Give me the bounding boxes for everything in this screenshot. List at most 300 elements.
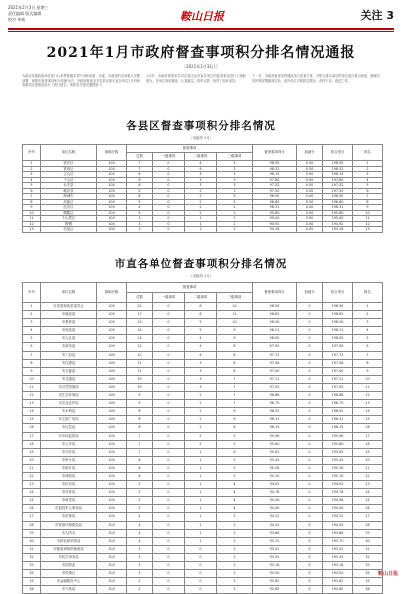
table-cell: 20	[23, 456, 41, 464]
table-cell: 9	[217, 327, 253, 335]
table2-title: 市直各单位督查事项积分排名情况	[114, 258, 288, 270]
table-cell: 0	[153, 497, 185, 505]
table-cell: 100	[97, 570, 127, 578]
table-cell: 0	[153, 177, 185, 183]
table-cell: 3	[127, 562, 153, 570]
table-cell: 0	[297, 327, 323, 335]
table-cell: 8	[23, 359, 41, 367]
table-cell: 4	[185, 161, 217, 167]
table-cell: 5	[127, 188, 153, 194]
table-cell: 0	[153, 383, 185, 391]
table-cell: 0	[297, 424, 323, 432]
table-cell: 1	[23, 303, 41, 311]
table-cell: 3	[185, 375, 217, 383]
table-row	[23, 327, 383, 335]
table-cell: 3	[217, 177, 253, 183]
table-cell: 0	[153, 521, 185, 529]
table-cell: 198.95	[323, 161, 353, 167]
table-row	[23, 375, 383, 383]
table-row	[23, 513, 383, 521]
table-cell: 196.15	[323, 424, 353, 432]
table-cell: 195.40	[323, 216, 353, 222]
col-level1: 一级事项	[153, 293, 185, 303]
municipal-ranking-table	[22, 282, 383, 594]
table-cell: 30	[353, 537, 383, 545]
table-cell: 0	[153, 545, 185, 553]
table-cell: 市科技局	[41, 497, 97, 505]
table-cell: 95.98	[253, 432, 297, 440]
table-cell: 5	[185, 319, 217, 327]
table-row	[23, 472, 383, 480]
table-cell: 2	[127, 578, 153, 586]
table-cell: 1	[185, 537, 217, 545]
table-cell: 24	[353, 489, 383, 497]
table-cell: 31	[353, 545, 383, 553]
table-cell: 市审计局	[41, 456, 97, 464]
table-cell: 19	[353, 448, 383, 456]
col-final: 综合得分	[323, 145, 353, 161]
table-cell: 96.60	[253, 199, 297, 205]
table-cell: 0	[185, 553, 217, 561]
table-row	[23, 578, 383, 586]
header-rule-thin	[8, 31, 394, 32]
table-cell: 4	[217, 489, 253, 497]
table-cell: 6	[127, 464, 153, 472]
table-cell: 市退役军人事务局	[41, 505, 97, 513]
table-cell: 196.95	[323, 194, 353, 200]
table-cell: 100	[97, 303, 127, 311]
table-cell: 29	[23, 529, 41, 537]
table-cell: 197.80	[323, 177, 353, 183]
table-cell: 7	[127, 432, 153, 440]
table-cell: 11	[353, 216, 383, 222]
table-cell: 10	[353, 375, 383, 383]
table-cell: 100	[97, 472, 127, 480]
table-cell: 95.40	[253, 216, 297, 222]
table-row	[23, 432, 383, 440]
table-cell: 3	[353, 319, 383, 327]
table-cell: 铁东区	[41, 161, 97, 167]
table-cell: 市供销社	[41, 570, 97, 578]
table-cell: 4	[127, 205, 153, 211]
col-level3: 三级事项	[217, 293, 253, 303]
table-cell: 96.31	[253, 205, 297, 211]
table-cell: 95.80	[253, 210, 297, 216]
table-cell: 0	[297, 497, 323, 505]
table-cell: 0	[297, 343, 323, 351]
table-cell: 0	[297, 553, 323, 561]
table-cell: 7	[127, 161, 153, 167]
table-cell: 93.52	[253, 545, 297, 553]
table-cell: 2	[353, 166, 383, 172]
table-cell: 0	[185, 578, 217, 586]
table-cell: 4	[127, 529, 153, 537]
table-cell: 198.94	[323, 303, 353, 311]
table-cell: 198.62	[323, 311, 353, 319]
table-cell: 市信访局	[41, 481, 97, 489]
table-cell: 197.05	[323, 383, 353, 391]
table-cell: 7	[23, 194, 41, 200]
table-cell: 196.88	[323, 392, 353, 400]
table-cell: 195.80	[323, 440, 353, 448]
table-cell: 5	[185, 194, 217, 200]
table-cell: 8	[185, 303, 217, 311]
table-cell: 100	[97, 351, 127, 359]
table-cell: 0.00	[297, 161, 323, 167]
table-cell: 100	[97, 489, 127, 497]
table-row	[23, 464, 383, 472]
table-cell: 6	[23, 343, 41, 351]
table-cell: 市文旅广电局	[41, 416, 97, 424]
table-cell: 2	[185, 392, 217, 400]
table-cell: 93.88	[253, 529, 297, 537]
table-cell: 0.00	[297, 194, 323, 200]
table-cell: 0	[153, 210, 185, 216]
table-cell: 3	[217, 199, 253, 205]
table-cell: 3	[185, 183, 217, 189]
table-cell: 3	[23, 172, 41, 178]
table-cell: 100	[97, 221, 127, 227]
table-cell: 0	[153, 221, 185, 227]
table-cell: 市水利局	[41, 408, 97, 416]
table-cell: 2	[217, 221, 253, 227]
table-cell: 17	[23, 432, 41, 440]
table-cell: 0	[153, 194, 185, 200]
table-cell: 3	[127, 545, 153, 553]
table-cell: 3	[185, 172, 217, 178]
table-cell: 32	[23, 553, 41, 561]
table-cell: 97.20	[253, 188, 297, 194]
table-cell: 33	[23, 562, 41, 570]
table-cell: 4	[185, 335, 217, 343]
table-cell: 194.05	[323, 521, 353, 529]
table-cell: 29	[353, 529, 383, 537]
table-cell: 95.28	[253, 464, 297, 472]
table-cell: 市统计局	[41, 464, 97, 472]
table-cell: 2	[185, 210, 217, 216]
table-cell: 6	[353, 188, 383, 194]
table-cell: 98.15	[253, 172, 297, 178]
table-cell: 7	[127, 440, 153, 448]
table-cell: 196.70	[323, 400, 353, 408]
table-cell: 1	[185, 489, 217, 497]
table-cell: 100	[97, 505, 127, 513]
col-rank2: 排名	[353, 145, 383, 161]
table-cell: 立山区	[41, 172, 97, 178]
table-cell: 市住建局	[41, 359, 97, 367]
table-cell: 10	[127, 375, 153, 383]
table-cell: 2	[185, 199, 217, 205]
table-cell: 11	[127, 359, 153, 367]
table-cell: 198.40	[323, 319, 353, 327]
table-cell: 7	[353, 194, 383, 200]
table-cell: 0.00	[297, 166, 323, 172]
table-cell: 台安县	[41, 183, 97, 189]
table-cell: 市城管局	[41, 472, 97, 480]
table-cell: 5	[217, 432, 253, 440]
table-cell: 0	[153, 570, 185, 578]
article-date: （2021年1月31日）	[182, 64, 220, 69]
table-cell: 4	[217, 505, 253, 513]
table-cell: 0	[297, 351, 323, 359]
table-cell: 1	[185, 448, 217, 456]
table-row	[23, 545, 383, 553]
table-cell: 100	[97, 205, 127, 211]
table-cell: 市公安局	[41, 440, 97, 448]
table-cell: 8	[353, 359, 383, 367]
table-cell: 6	[353, 343, 383, 351]
county-ranking-table	[22, 144, 383, 233]
header-meta	[8, 5, 49, 23]
table-cell: 100	[97, 311, 127, 319]
table-cell: 0	[297, 521, 323, 529]
table-cell: 3	[217, 166, 253, 172]
table-cell: 5	[217, 440, 253, 448]
table1-header	[23, 145, 383, 161]
table-cell: 0	[297, 472, 323, 480]
table-cell: 20	[353, 456, 383, 464]
table-cell: 6	[127, 456, 153, 464]
table-cell: 22	[353, 472, 383, 480]
table-cell: 100	[97, 456, 127, 464]
table-row	[23, 570, 383, 578]
table-cell: 3	[217, 529, 253, 537]
col-level2: 二级事项	[185, 153, 217, 161]
table-row	[23, 416, 383, 424]
table-cell: 市营商环境建设局	[41, 521, 97, 529]
table-cell: 0	[297, 432, 323, 440]
col-bonus: 加减分	[297, 283, 323, 303]
table-cell: 194.92	[323, 221, 353, 227]
table-cell: 8	[127, 194, 153, 200]
table-cell: 6	[23, 188, 41, 194]
table-cell: 2	[185, 188, 217, 194]
table-cell: 8	[127, 408, 153, 416]
table-cell: 7	[127, 166, 153, 172]
col-level1: 一级事项	[153, 153, 185, 161]
header-rule	[8, 28, 394, 30]
table-cell: 8	[127, 416, 153, 424]
table-cell: 8	[217, 359, 253, 367]
table-cell: 98.21	[253, 327, 297, 335]
table-cell: 0.00	[297, 172, 323, 178]
table-cell: 市人社局	[41, 335, 97, 343]
table-cell: 2	[185, 408, 217, 416]
table-cell: 4	[23, 327, 41, 335]
table-cell: 0	[153, 416, 185, 424]
table-cell: 0.00	[297, 205, 323, 211]
table-cell: 1	[185, 221, 217, 227]
table-cell: 0	[297, 303, 323, 311]
table-cell: 5	[217, 464, 253, 472]
table-cell: 6	[217, 448, 253, 456]
table-cell: 3	[185, 359, 217, 367]
table-cell: 14	[217, 303, 253, 311]
table-row	[23, 537, 383, 545]
table-cell: 195.80	[323, 210, 353, 216]
table-cell: 96.31	[253, 416, 297, 424]
table-cell: 0	[153, 161, 185, 167]
table-cell: 1	[185, 481, 217, 489]
table-cell: 2	[185, 416, 217, 424]
table-cell: 2	[217, 586, 253, 594]
table-cell: 93.18	[253, 562, 297, 570]
table-cell: 11	[127, 367, 153, 375]
table-cell: 196.31	[323, 205, 353, 211]
table-cell: 23	[353, 481, 383, 489]
table-cell: 25	[23, 497, 41, 505]
table-row	[23, 367, 383, 375]
table-cell: 15	[353, 416, 383, 424]
table-cell: 95.10	[253, 472, 297, 480]
table-cell: 市教育局	[41, 319, 97, 327]
table-cell: 12	[353, 392, 383, 400]
table-cell: 0.00	[297, 177, 323, 183]
table-cell: 192.82	[323, 578, 353, 586]
table-cell: 站前区	[41, 227, 97, 233]
table-cell: 100	[97, 392, 127, 400]
table-cell: 0	[297, 513, 323, 521]
table-cell: 10	[217, 319, 253, 327]
table-cell: 98.94	[253, 303, 297, 311]
table-cell: 1	[185, 227, 217, 233]
table-cell: 197.58	[323, 359, 353, 367]
col-bonus: 加减分	[297, 145, 323, 161]
table1-title: 各县区督查事项积分排名情况	[126, 120, 276, 132]
table-cell: 3	[217, 545, 253, 553]
table-cell: 0	[153, 205, 185, 211]
table-cell: 8	[217, 351, 253, 359]
table-cell: 196.60	[323, 199, 353, 205]
table-row	[23, 505, 383, 513]
table-cell: 市生态环境局	[41, 392, 97, 400]
table-cell: 市气象局	[41, 586, 97, 594]
table-cell: 9	[127, 400, 153, 408]
table-cell: 93.35	[253, 553, 297, 561]
table-cell: 0	[297, 408, 323, 416]
section-label: 关注 3	[360, 9, 394, 22]
table-cell: 100	[97, 521, 127, 529]
table-row	[23, 343, 383, 351]
table-cell: 100	[97, 497, 127, 505]
table-row	[23, 456, 383, 464]
table-cell: 192.65	[323, 586, 353, 594]
table-cell: 94.18	[253, 227, 297, 233]
table-cell: 市粮食和物资储备局	[41, 545, 97, 553]
table-cell: 14	[353, 408, 383, 416]
table-cell: 0	[297, 529, 323, 537]
table-cell: 1	[185, 521, 217, 529]
table-cell: 千山景区	[41, 216, 97, 222]
table-row	[23, 497, 383, 505]
table-row	[23, 351, 383, 359]
table-cell: 11	[23, 216, 41, 222]
table-cell: 0	[153, 227, 185, 233]
table-cell: 0	[153, 456, 185, 464]
table-cell: 100	[97, 553, 127, 561]
intro-column-1: 为推动各级政府和各部门认真贯彻落实党中央和省委、市委、市政府的各项重大决策部署，根据市督查事项积分管理办法，市政府督查室对各县区和市直各单位1月份督查事项完成情况进行了统计排名，现将有关情况通报如下。	[22, 74, 140, 88]
table-cell: 33	[353, 562, 383, 570]
table-cell: 35	[353, 578, 383, 586]
table-cell: 94.22	[253, 513, 297, 521]
table-cell: 94.92	[253, 481, 297, 489]
table-row	[23, 562, 383, 570]
table-cell: 12	[353, 221, 383, 227]
table-cell: 195.98	[323, 432, 353, 440]
table-cell: 9	[217, 335, 253, 343]
header-date: 2021年2月3日 星期三	[8, 5, 49, 10]
corner-watermark: 鞍山日报	[377, 571, 398, 577]
table-cell: 市财政局	[41, 311, 97, 319]
table-cell: 0	[153, 359, 185, 367]
col-base: 基础分数	[97, 145, 127, 161]
table-cell: 5	[217, 472, 253, 480]
table-row	[23, 521, 383, 529]
table-cell: 0.00	[297, 216, 323, 222]
table-cell: 3	[217, 537, 253, 545]
table-cell: 100	[97, 432, 127, 440]
table-cell: 97.21	[253, 375, 297, 383]
table-cell: 0	[153, 537, 185, 545]
table-cell: 13	[353, 227, 383, 233]
table-cell: 千山区	[41, 177, 97, 183]
col-rank2: 排名	[353, 283, 383, 303]
table-cell: 96.88	[253, 392, 297, 400]
table-cell: 1	[353, 161, 383, 167]
table-cell: 6	[127, 183, 153, 189]
table-cell: 26	[353, 505, 383, 513]
table-cell: 3	[217, 188, 253, 194]
table-cell: 5	[127, 489, 153, 497]
table-cell: 195.45	[323, 456, 353, 464]
table-cell: 5	[353, 183, 383, 189]
table-cell: 100	[97, 424, 127, 432]
table-cell: 194.18	[323, 227, 353, 233]
header-proof: 校对 审核	[8, 17, 26, 22]
table-cell: 市卫健委	[41, 367, 97, 375]
table-cell: 98.95	[253, 161, 297, 167]
table-cell: 15	[127, 319, 153, 327]
table-cell: 98.40	[253, 319, 297, 327]
table-cell: 2	[185, 440, 217, 448]
table-cell: 24	[23, 489, 41, 497]
table-cell: 96.95	[253, 194, 297, 200]
table-cell: 100	[97, 562, 127, 570]
table-cell: 4	[185, 343, 217, 351]
table-cell: 96.70	[253, 400, 297, 408]
table-cell: 100	[97, 375, 127, 383]
table-cell: 0	[153, 408, 185, 416]
table-cell: 0	[153, 343, 185, 351]
col-group: 督查事项	[127, 283, 253, 293]
table-cell: 8	[353, 199, 383, 205]
table-cell: 0	[153, 529, 185, 537]
col-total: 总数	[127, 153, 153, 161]
table-cell: 5	[127, 505, 153, 513]
table-cell: 100	[97, 408, 127, 416]
table-cell: 5	[353, 335, 383, 343]
table-cell: 23	[23, 481, 41, 489]
article-title: 2021年1月市政府督查事项积分排名情况通报	[46, 45, 356, 61]
table-cell: 3	[217, 513, 253, 521]
table-cell: 0	[297, 489, 323, 497]
table-cell: 194.58	[323, 497, 353, 505]
table-cell: 0	[297, 311, 323, 319]
table-cell: 100	[97, 335, 127, 343]
table-cell: 0	[297, 400, 323, 408]
table-cell: 3	[217, 161, 253, 167]
table-cell: 100	[97, 183, 127, 189]
